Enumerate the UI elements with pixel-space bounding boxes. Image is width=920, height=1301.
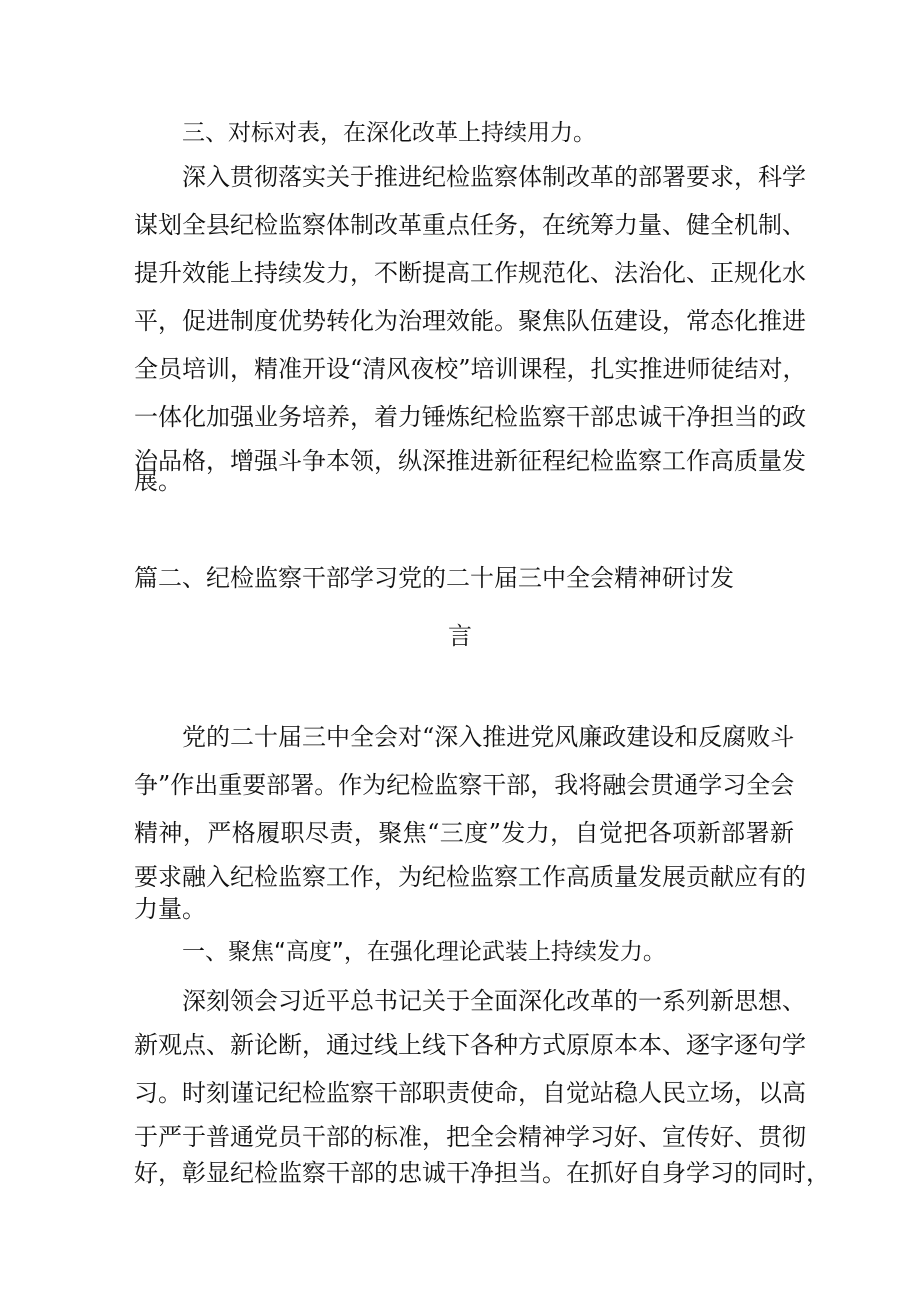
paragraph-line: 于严于普通党员干部的标准，把全会精神学习好、宣传好、贯彻 bbox=[134, 1123, 806, 1151]
paragraph-line: 谋划全县纪检监察体制改革重点任务，在统筹力量、健全机制、 bbox=[134, 211, 806, 239]
paragraph-line: 一体化加强业务培养，着力锤炼纪检监察干部忠诚干净担当的政 bbox=[134, 403, 806, 431]
paragraph-line: 提升效能上持续发力，不断提高工作规范化、法治化、正规化水 bbox=[134, 259, 806, 287]
article-title-line-1: 篇二、纪检监察干部学习党的二十届三中全会精神研讨发 bbox=[134, 564, 734, 592]
paragraph-line: 好，彰显纪检监察干部的忠诚干净担当。在抓好自身学习的同时， bbox=[134, 1159, 830, 1187]
point-heading-1: 一、聚焦“高度”，在强化理论武装上持续发力。 bbox=[182, 939, 666, 965]
paragraph-line: 精神，严格履职尽责，聚焦“三度”发力，自觉把各项新部署新 bbox=[134, 819, 794, 847]
paragraph-line: 平，促进制度优势转化为治理效能。聚焦队伍建设，常态化推进 bbox=[134, 307, 806, 335]
paragraph-line: 全员培训，精准开设“清风夜校”培训课程，扎实推进师徒结对， bbox=[134, 355, 807, 383]
paragraph-line: 争”作出重要部署。作为纪检监察干部，我将融会贯通学习全会 bbox=[134, 771, 795, 799]
article-title-line-2: 言 bbox=[448, 622, 472, 650]
paragraph-line: 新观点、新论断，通过线上线下各种方式原原本本、逐字逐句学 bbox=[134, 1031, 806, 1059]
paragraph-line: 习。时刻谨记纪检监察干部职责使命，自觉站稳人民立场，以高 bbox=[134, 1079, 806, 1107]
paragraph-line: 要求融入纪检监察工作，为纪检监察工作高质量发展贡献应有的 bbox=[134, 863, 806, 891]
section-heading-3: 三、对标对表，在深化改革上持续用力。 bbox=[182, 120, 596, 146]
paragraph-line: 深刻领会习近平总书记关于全面深化改革的一系列新思想、 bbox=[182, 987, 806, 1015]
paragraph-line: 深入贯彻落实关于推进纪检监察体制改革的部署要求，科学 bbox=[182, 163, 806, 191]
paragraph-line-last: 力量。 bbox=[134, 895, 206, 923]
paragraph-line: 党的二十届三中全会对“深入推进党风廉政建设和反腐败斗 bbox=[182, 723, 795, 751]
paragraph-line: 治品格，增强斗争本领，纵深推进新征程纪检监察工作高质量发 bbox=[134, 447, 806, 475]
paragraph-line-last: 展。 bbox=[134, 467, 182, 495]
